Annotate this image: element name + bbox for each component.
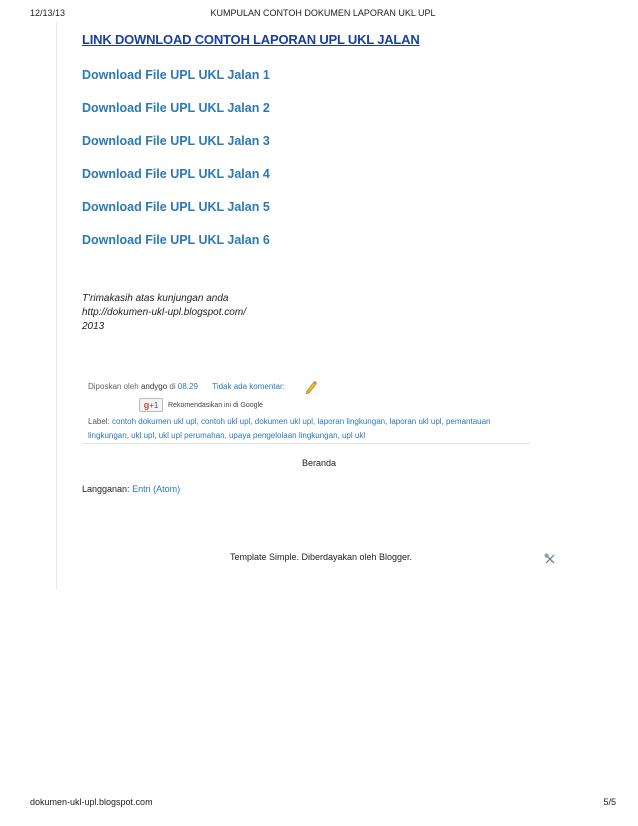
download-link-6[interactable]: Download File UPL UKL Jalan 6 — [82, 233, 270, 247]
content-left-border — [56, 22, 57, 590]
plusone-button[interactable] — [139, 398, 163, 412]
download-link-2[interactable]: Download File UPL UKL Jalan 2 — [82, 101, 270, 115]
list-item — [82, 198, 270, 231]
download-link-4[interactable]: Download File UPL UKL Jalan 4 — [82, 167, 270, 181]
home-link[interactable]: Beranda — [301, 458, 337, 468]
list-item — [82, 99, 270, 132]
download-link-1[interactable]: Download File UPL UKL Jalan 1 — [82, 68, 270, 82]
blog-attribution: Template Simple. Diberdayakan oleh Blogger. — [229, 552, 413, 562]
thanks-line: T'rimakasih atas kunjungan anda — [82, 293, 229, 304]
print-footer — [30, 797, 616, 811]
subscribe-line — [82, 484, 180, 494]
pencil-icon[interactable] — [304, 380, 318, 394]
post-time-link[interactable]: 08.29 — [177, 382, 198, 391]
list-item — [82, 66, 270, 99]
label-links[interactable]: contoh dokumen ukl upl, contoh ukl upl, dokumen ukl upl, laporan lingkungan, laporan ukl upl, pemantauan lingkungan, ukl upl, ukl upl perumahan, upaya pengelolaan lingkungan, upl ukl — [88, 417, 491, 440]
labels-prefix: Label: — [88, 417, 110, 426]
thanks-url: http://dokumen-ukl-upl.blogspot.com/ — [82, 307, 246, 318]
print-page-title: KUMPULAN CONTOH DOKUMEN LAPORAN UKL UPL — [210, 8, 436, 18]
posted-by-label: Diposkan oleh — [88, 382, 139, 391]
post-meta — [88, 382, 285, 391]
plusone-label: +1 — [149, 401, 159, 410]
subscribe-atom-link[interactable]: Entri (Atom) — [132, 484, 181, 494]
list-item — [82, 165, 270, 198]
print-header — [30, 8, 616, 22]
print-date: 12/13/13 — [30, 8, 66, 18]
thank-you-note — [82, 292, 246, 334]
google-plus-icon: g — [143, 400, 150, 410]
page-number: 5/5 — [603, 797, 616, 807]
list-item — [82, 231, 270, 264]
plusone-text: Rekomendasikan ini di Google — [168, 401, 263, 409]
print-url: dokumen-ukl-upl.blogspot.com — [30, 797, 153, 807]
google-plusone — [139, 398, 263, 412]
post-labels — [88, 415, 528, 443]
comments-link[interactable]: Tidak ada komentar: — [212, 382, 285, 391]
at-word: di — [169, 382, 176, 391]
download-link-3[interactable]: Download File UPL UKL Jalan 3 — [82, 134, 270, 148]
divider — [82, 443, 530, 444]
author-link[interactable]: andygo — [140, 382, 168, 391]
thanks-year: 2013 — [82, 321, 105, 332]
wrench-screwdriver-icon[interactable] — [544, 552, 556, 564]
subscribe-prefix: Langganan: — [82, 484, 130, 494]
post-title-link[interactable]: LINK DOWNLOAD CONTOH LAPORAN UPL UKL JALAN — [82, 32, 420, 47]
download-links-list — [82, 66, 270, 264]
list-item — [82, 132, 270, 165]
download-link-5[interactable]: Download File UPL UKL Jalan 5 — [82, 200, 270, 214]
